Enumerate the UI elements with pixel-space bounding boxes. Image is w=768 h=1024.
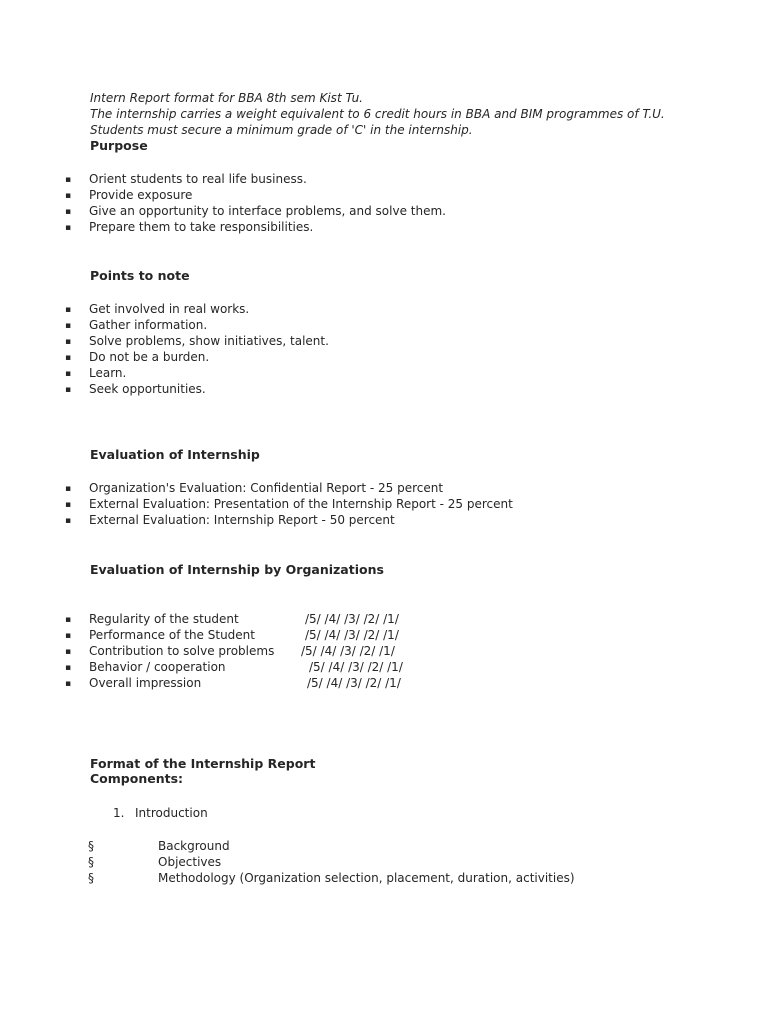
bullet-icon: ▪ bbox=[65, 679, 72, 689]
format-heading: Format of the Internship Report bbox=[90, 756, 316, 771]
points-item bbox=[65, 301, 249, 318]
rating-label: Performance of the Student bbox=[89, 628, 255, 642]
points-item-text: Solve problems, show initiatives, talent. bbox=[89, 334, 329, 348]
evaluation-item-text: External Evaluation: Internship Report - 50 percent bbox=[89, 513, 395, 527]
sub-item-text: Background bbox=[158, 839, 230, 853]
points-item-text: Learn. bbox=[89, 366, 127, 380]
bullet-icon: ▪ bbox=[65, 369, 72, 379]
bullet-icon: ▪ bbox=[65, 631, 72, 641]
rating-row bbox=[65, 675, 201, 692]
bullet-icon: ▪ bbox=[65, 385, 72, 395]
bullet-icon: ▪ bbox=[65, 484, 72, 494]
points-item-text: Seek opportunities. bbox=[89, 382, 206, 396]
purpose-item bbox=[65, 203, 446, 220]
numbered-item bbox=[113, 805, 208, 821]
rating-scale: /5/ /4/ /3/ /2/ /1/ bbox=[305, 628, 399, 642]
rating-row bbox=[65, 643, 274, 660]
bullet-icon: ▪ bbox=[65, 223, 72, 233]
rating-scale: /5/ /4/ /3/ /2/ /1/ bbox=[307, 676, 401, 690]
points-item bbox=[65, 333, 329, 350]
rating-label: Behavior / cooperation bbox=[89, 660, 226, 674]
rating-scale: /5/ /4/ /3/ /2/ /1/ bbox=[305, 612, 399, 626]
evaluation-item-text: Organization's Evaluation: Confidential Report - 25 percent bbox=[89, 481, 444, 495]
points-item bbox=[65, 349, 209, 366]
points-item bbox=[65, 365, 126, 382]
rating-label: Regularity of the student bbox=[89, 612, 239, 626]
purpose-item bbox=[65, 219, 313, 236]
bullet-icon: ▪ bbox=[65, 663, 72, 673]
bullet-icon: ▪ bbox=[65, 321, 72, 331]
points-heading: Points to note bbox=[90, 268, 190, 283]
evaluation-item-text: External Evaluation: Presentation of the Internship Report - 25 percent bbox=[89, 497, 513, 511]
purpose-item-text: Prepare them to take responsibilities. bbox=[89, 220, 314, 234]
section-sign-icon: § bbox=[88, 871, 94, 885]
evaluation-item bbox=[65, 496, 513, 513]
purpose-heading: Purpose bbox=[90, 138, 148, 153]
intro-line-2: The internship carries a weight equivalent to 6 credit hours in BBA and BIM programmes of T.U. bbox=[90, 107, 665, 121]
points-item-text: Do not be a burden. bbox=[89, 350, 210, 364]
bullet-icon: ▪ bbox=[65, 500, 72, 510]
org-evaluation-heading: Evaluation of Internship by Organizations bbox=[90, 562, 384, 577]
points-item-text: Get involved in real works. bbox=[89, 302, 250, 316]
bullet-icon: ▪ bbox=[65, 191, 72, 201]
rating-scale: /5/ /4/ /3/ /2/ /1/ bbox=[301, 644, 395, 658]
points-item-text: Gather information. bbox=[89, 318, 208, 332]
purpose-item-text: Give an opportunity to interface problems, and solve them. bbox=[89, 204, 446, 218]
bullet-icon: ▪ bbox=[65, 615, 72, 625]
evaluation-item bbox=[65, 480, 443, 497]
rating-label: Contribution to solve problems bbox=[89, 644, 275, 658]
bullet-icon: ▪ bbox=[65, 207, 72, 217]
numbered-item-label: Introduction bbox=[135, 806, 208, 820]
purpose-item bbox=[65, 187, 192, 204]
sub-item-text: Methodology (Organization selection, placement, duration, activities) bbox=[158, 871, 575, 885]
evaluation-item bbox=[65, 512, 395, 529]
intro-line-1: Intern Report format for BBA 8th sem Kist Tu. bbox=[90, 91, 363, 105]
purpose-item-text: Provide exposure bbox=[89, 188, 193, 202]
bullet-icon: ▪ bbox=[65, 516, 72, 526]
components-heading: Components: bbox=[90, 771, 184, 786]
sub-item bbox=[88, 870, 575, 886]
bullet-icon: ▪ bbox=[65, 353, 72, 363]
bullet-icon: ▪ bbox=[65, 337, 72, 347]
bullet-icon: ▪ bbox=[65, 305, 72, 315]
rating-label: Overall impression bbox=[89, 676, 202, 690]
intro-line-3: Students must secure a minimum grade of 'C' in the internship. bbox=[90, 123, 473, 137]
sub-item bbox=[88, 838, 230, 854]
purpose-item-text: Orient students to real life business. bbox=[89, 172, 307, 186]
rating-row bbox=[65, 611, 239, 628]
section-sign-icon: § bbox=[88, 855, 94, 869]
bullet-icon: ▪ bbox=[65, 647, 72, 657]
rating-row bbox=[65, 659, 226, 676]
points-item bbox=[65, 317, 207, 334]
purpose-item bbox=[65, 171, 307, 188]
bullet-icon: ▪ bbox=[65, 175, 72, 185]
points-item bbox=[65, 381, 206, 398]
rating-scale: /5/ /4/ /3/ /2/ /1/ bbox=[309, 660, 403, 674]
sub-item bbox=[88, 854, 221, 870]
numbered-item-number: 1. bbox=[113, 806, 125, 820]
sub-item-text: Objectives bbox=[158, 855, 222, 869]
evaluation-heading: Evaluation of Internship bbox=[90, 447, 260, 462]
section-sign-icon: § bbox=[88, 839, 94, 853]
rating-row bbox=[65, 627, 255, 644]
